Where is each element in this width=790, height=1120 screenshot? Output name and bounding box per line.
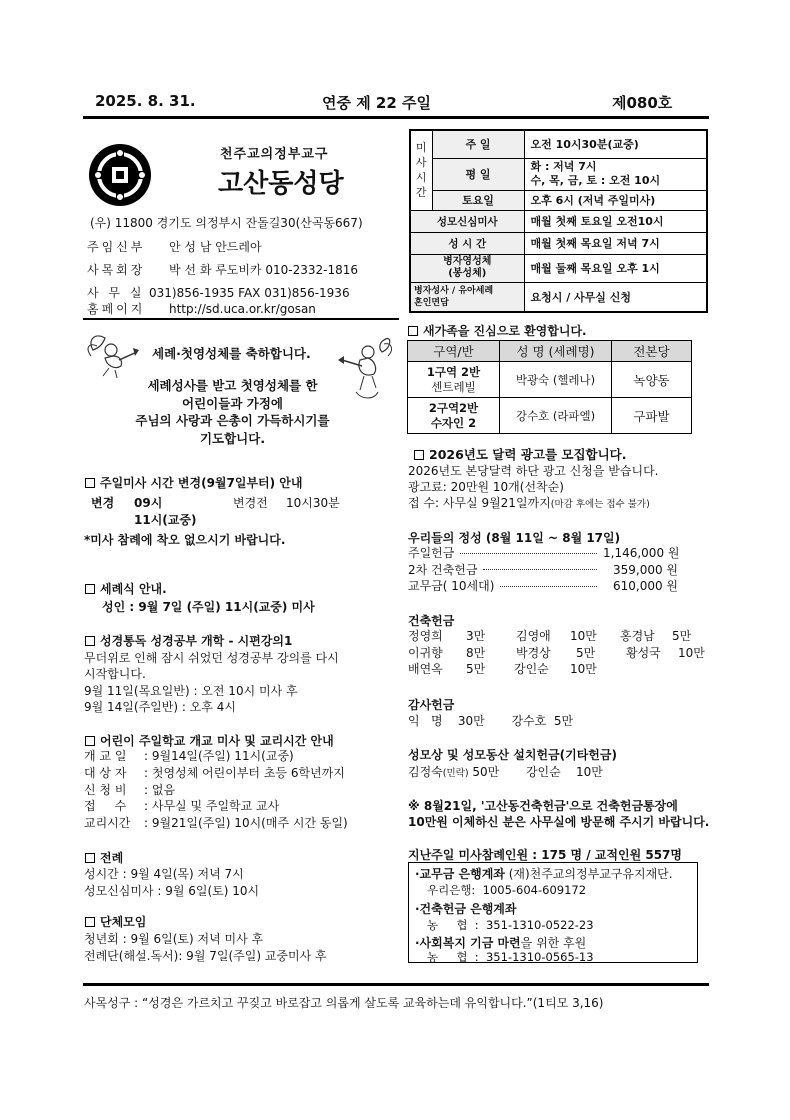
church-info-row <box>87 261 407 284</box>
church-info-value: 031)856-1935 FAX 031)856-1936 <box>149 286 350 300</box>
change-note: *미사 참례에 착오 없으시기 바랍니다. <box>84 533 286 547</box>
checkbox-bullet-icon <box>85 584 95 594</box>
table-header: 성 명 (세례명) <box>500 341 612 362</box>
change-before-label: 변경전 <box>233 496 268 510</box>
name-cell: 박광숙 (헬레나) <box>500 362 612 398</box>
bulletin-date: 2025. 8. 31. <box>95 92 196 110</box>
church-name: 고산동성당 <box>218 169 344 199</box>
statue-line: 김정숙(민락) 50만 강인순 10만 <box>408 765 603 779</box>
rites-line: 성시간 : 9월 4일(목) 저녁 7시 <box>84 867 244 881</box>
account-entry: ·교무금 은행계좌 (재)천주교의정부교구유지재단. <box>415 867 673 881</box>
section-rule <box>83 318 399 320</box>
celebration-title: 세례·첫영성체를 축하합니다. <box>152 346 311 361</box>
church-info-row <box>87 284 407 300</box>
mass-value: 오후 6시 (저녁 주일미사) <box>524 190 707 210</box>
accounts-box <box>408 862 698 963</box>
mass-value: 매월 첫째 토요일 오전10시 <box>524 210 707 232</box>
bible-line: 무더위로 인해 잠시 쉬었던 성경공부 강의를 다시 <box>84 651 339 665</box>
church-logo-icon <box>88 143 152 207</box>
church-address: (우) 11800 경기도 의정부시 잔돌길30(산곡동667) <box>90 216 363 230</box>
church-info-row <box>87 300 407 316</box>
donor-row: 이귀향 8만 박경상 5만 황성국 10만 <box>408 645 705 660</box>
account-number: 농 협 : 351-1310-0565-13 <box>427 950 594 964</box>
liturgical-week: 연중 제 22 주일 <box>322 94 431 112</box>
checkbox-bullet-icon <box>85 917 95 927</box>
school-row: 개 교 일 : 9월14일(주일) 11시(교중) <box>84 749 294 763</box>
change-new-time-1: 09시 <box>134 496 163 510</box>
checkbox-bullet-icon <box>85 736 95 746</box>
attendance: 지난주일 미사참례인원 : 175 명 / 교적인원 557명 <box>408 848 682 862</box>
mass-label: 평 일 <box>432 158 524 190</box>
parish-cell: 녹양동 <box>612 362 692 398</box>
church-info-row <box>87 238 407 261</box>
mass-value: 오전 10시30분(교중) <box>524 130 707 158</box>
groups-line: 청년회 : 9월 6일(토) 저녁 미사 후 <box>84 932 264 946</box>
account-entry: ·건축헌금 은행계좌 <box>415 902 517 916</box>
thanks-title: 감사헌금 <box>408 698 455 712</box>
issue-number: 제080호 <box>612 94 673 112</box>
mass-value: 요청시 / 사무실 신청 <box>524 282 707 312</box>
footer-verse: 사목성구 : “성경은 가르치고 꾸짖고 바로잡고 의롭게 살도록 교육하는데 유익합니다.”(1티모 3,16) <box>84 996 604 1010</box>
checkbox-bullet-icon <box>85 636 95 646</box>
groups-title: 단체모임 <box>85 913 146 930</box>
new-family-table <box>407 340 692 434</box>
calendar-line: 광고료: 20만원 10개(선착순) <box>408 480 564 494</box>
donor-row: 정영희 3만 김영애 10만 홍경남 5만 <box>408 629 692 643</box>
church-info-rows <box>87 238 407 316</box>
checkbox-bullet-icon <box>408 326 418 336</box>
bible-title: 성경통독 성경공부 개학 - 시편강의1 <box>85 632 292 649</box>
account-number: 우리은행: 1005-604-609172 <box>427 883 587 897</box>
offering-row: 주일헌금 1,146,000 원 <box>408 546 680 560</box>
school-row: 대 상 자 : 첫영성체 어린이부터 초등 6학년까지 <box>84 765 345 780</box>
thanks-line: 익 명 30만 강수호 5만 <box>408 714 574 728</box>
school-row: 접 수 : 사무실 및 주일학교 교사 <box>84 799 280 814</box>
header-rule <box>83 116 709 119</box>
account-number: 농 협 : 351-1310-0522-23 <box>427 918 594 932</box>
calendar-line: 접 수: 사무실 9월21일까지(마감 후에는 접수 불가) <box>408 496 650 510</box>
angel-left-icon <box>85 330 140 380</box>
baptism-title: 세례식 안내. <box>85 580 167 597</box>
building-rows <box>408 628 705 678</box>
school-rows <box>84 748 348 832</box>
church-info-value: 박 선 화 루도비카 010-2332-1816 <box>169 263 359 277</box>
celebration-body: 세례성사를 받고 첫영성체를 한 어린이들과 가정에 주님의 사랑과 은총이 가득하시기를 기도합니다. <box>135 378 330 446</box>
offering-row: 교무금( 10세대) 610,000 원 <box>408 579 678 593</box>
baptism-line: 성인 : 9월 7일 (주일) 11시(교중) 미사 <box>102 600 315 614</box>
checkbox-bullet-icon <box>414 450 424 460</box>
church-info-label: 사 무 실 <box>87 286 145 300</box>
name-cell: 강수호 (라파엘) <box>500 398 612 434</box>
mass-value: 매월 둘째 목요일 오후 1시 <box>524 254 707 282</box>
church-info-value: 안 성 남 안드레아 <box>169 240 262 254</box>
rites-line: 성모신심미사 : 9월 6일(토) 10시 <box>84 884 260 898</box>
church-website-link[interactable]: http://sd.uca.or.kr/gosan <box>169 302 316 316</box>
building-title: 건축헌금 <box>408 614 455 628</box>
change-before-time: 10시30분 <box>286 496 340 510</box>
notice-line: 10만원 이체하신 분은 사무실에 방문해 주시기 바랍니다. <box>408 815 710 829</box>
table-row <box>408 362 692 398</box>
mass-label: 성 시 간 <box>410 232 524 254</box>
table-header: 전본당 <box>612 341 692 362</box>
church-info-label: 홈페이지 <box>87 302 146 316</box>
mass-label: 병자성사 / 유아세례 혼인면담 <box>410 282 524 312</box>
groups-line: 전례단(해설.독서): 9월 7일(주일) 교중미사 후 <box>84 949 327 963</box>
welcome-title: 새가족을 진심으로 환영합니다. <box>408 322 587 339</box>
account-entry: ·사회복지 기금 마련을 위한 후원 <box>415 936 587 950</box>
mass-value: 화 : 저녁 7시 수, 목, 금, 토 : 오전 10시 <box>524 158 707 190</box>
offerings-rows <box>408 545 678 595</box>
bible-line: 시작합니다. <box>84 667 146 681</box>
area-cell: 2구역2반 수자인 2 <box>408 398 500 434</box>
school-title: 어린이 주일학교 개교 미사 및 교리시간 안내 <box>85 732 334 749</box>
church-info-label: 사목회장 <box>87 263 146 277</box>
bible-line: 9월 14일(주일반) : 오후 4시 <box>84 700 236 714</box>
change-new-time-2: 11시(교중) <box>134 513 197 527</box>
offering-row: 2차 건축헌금 359,000 원 <box>408 562 678 577</box>
statue-title: 성모상 및 성모동산 설치헌금(기타헌금) <box>408 748 617 762</box>
school-row: 신 청 비 : 없음 <box>84 782 176 797</box>
table-row <box>408 398 692 434</box>
mass-label: 성모신심미사 <box>410 210 524 232</box>
church-info-label: 주임신부 <box>87 240 146 254</box>
checkbox-bullet-icon <box>85 853 95 863</box>
offerings-title: 우리들의 정성 (8월 11일 ~ 8월 17일) <box>408 531 621 545</box>
rites-title: 전례 <box>85 849 123 866</box>
mass-value: 매월 첫째 목요일 저녁 7시 <box>524 232 707 254</box>
table-header: 구역/반 <box>408 341 500 362</box>
calendar-title: 2026년도 달력 광고를 모집합니다. <box>414 445 627 463</box>
mass-label: 주 일 <box>432 130 524 158</box>
school-row: 교리시간 : 9월21일(주일) 10시(매주 시간 동일) <box>84 816 348 831</box>
calendar-line: 2026년도 본당달력 하단 광고 신청을 받습니다. <box>408 464 659 478</box>
mass-label: 병자영성체 (봉성체) <box>410 254 524 282</box>
bible-line: 9월 11일(목요일반) : 오전 10시 미사 후 <box>84 684 298 698</box>
footer-rule <box>83 983 709 986</box>
donor-row: 배연옥 5만 강인순 10만 <box>408 662 597 676</box>
mass-label: 토요일 <box>432 190 524 210</box>
notice-line: ※ 8월21일, '고산동건축헌금'으로 건축헌금통장에 <box>408 799 678 813</box>
mass-times-table <box>409 129 708 313</box>
area-cell: 1구역 2반 센트레빌 <box>408 362 500 398</box>
diocese-name: 천주교의정부교구 <box>220 147 329 162</box>
mass-side-label: 미 사 시 간 <box>410 130 432 210</box>
change-label: 변경 <box>91 496 115 510</box>
parish-cell: 구파발 <box>612 398 692 434</box>
checkbox-bullet-icon <box>85 478 95 488</box>
sunday-change-title: 주일미사 시간 변경(9월7일부터) 안내 <box>85 474 303 491</box>
